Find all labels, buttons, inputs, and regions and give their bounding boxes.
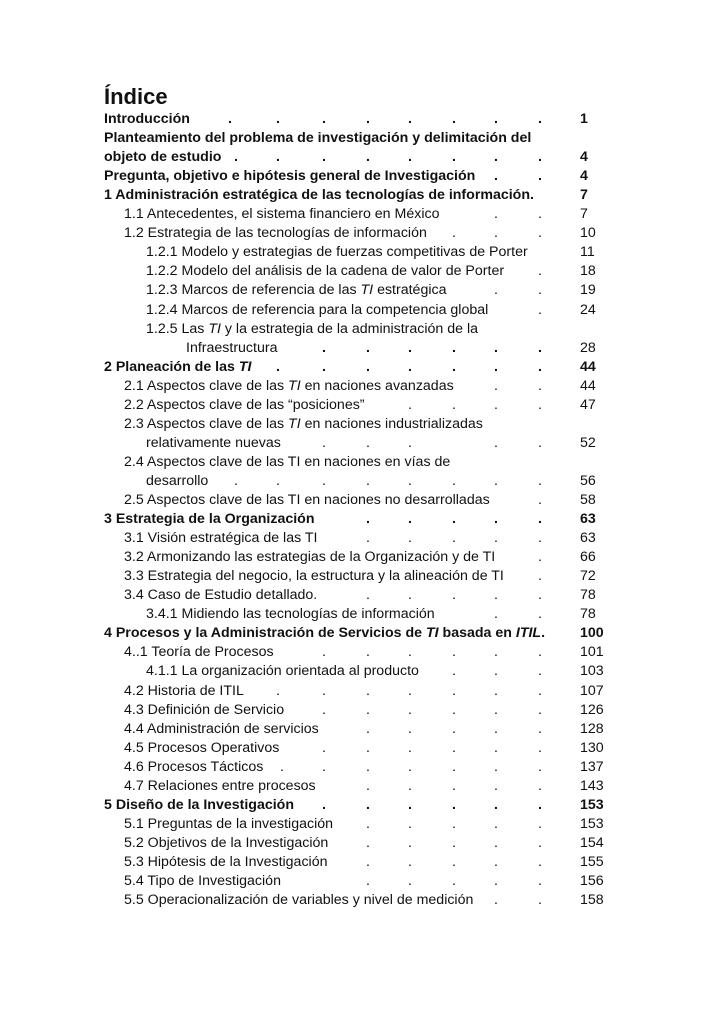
- leader-dot: .: [366, 815, 370, 832]
- leader-dot: .: [322, 758, 326, 775]
- toc-entry-text: 5.2 Objetivos de la Investigación: [124, 834, 329, 851]
- leader-dot: .: [322, 682, 326, 699]
- toc-entry: [124, 586, 317, 604]
- leader-dot: .: [538, 396, 542, 413]
- leader-dot: .: [322, 701, 326, 718]
- toc-entry-text: .: [541, 625, 546, 642]
- toc-entry-text: 2.5 Aspectos clave de las TI en naciones no desarrolladas: [124, 492, 490, 508]
- leader-dot: .: [494, 434, 498, 451]
- toc-page-number: 47: [580, 396, 596, 413]
- toc-entry-text: 3.4 Caso de Estudio detallado.: [124, 587, 318, 604]
- toc-entry-text: 1.2.4 Marcos de referencia para la competencia global: [146, 301, 489, 318]
- leader-dot: .: [408, 682, 412, 699]
- toc-entry-text: 4.5 Procesos Operativos: [124, 739, 280, 756]
- leader-dot: .: [408, 396, 412, 413]
- leader-dot: .: [234, 149, 238, 166]
- toc-entry: [124, 758, 263, 776]
- leader-dot: .: [366, 853, 370, 870]
- toc-entry: [146, 243, 528, 261]
- leader-dot: .: [452, 796, 456, 813]
- leader-dot: .: [494, 149, 498, 166]
- toc-entry-text: Pregunta, objetivo e hipótesis general de Investigación: [104, 168, 476, 185]
- leader-dot: .: [452, 682, 456, 699]
- toc-entry-text: 2.2 Aspectos clave de las “posiciones”: [124, 396, 365, 413]
- toc-entry: [104, 110, 190, 128]
- toc-entry-text: 4.7 Relaciones entre procesos: [124, 777, 316, 794]
- leader-dot: .: [452, 739, 456, 756]
- toc-entry: [104, 510, 315, 528]
- leader-dot: .: [494, 853, 498, 870]
- toc-entry: [146, 301, 488, 319]
- leader-dot: .: [408, 358, 412, 375]
- leader-dot: .: [538, 549, 542, 566]
- leader-dot: .: [494, 873, 498, 889]
- toc-entry-text: 4.3 Definición de Servicio: [124, 701, 285, 718]
- leader-dot: .: [366, 873, 370, 889]
- leader-dot: .: [276, 472, 280, 489]
- leader-dot: .: [452, 644, 456, 661]
- toc-entry-text: 4 Procesos y la Administración de Servicios de: [104, 625, 426, 642]
- leader-dot: .: [494, 644, 498, 661]
- toc-page-number: 156: [580, 873, 604, 889]
- leader-dot: .: [452, 396, 456, 413]
- toc-entry: [124, 739, 279, 757]
- toc-entry: [124, 377, 454, 395]
- leader-dot: .: [322, 434, 326, 451]
- toc-entry: [124, 548, 495, 566]
- toc-entry-text: basada en: [438, 625, 516, 642]
- toc-page-number: 72: [580, 568, 596, 585]
- toc-page-number: 10: [580, 225, 596, 242]
- leader-dot: .: [452, 777, 456, 794]
- leader-dot: .: [538, 853, 542, 870]
- toc-entry-text: Planteamiento del problema de investigación y delimitación del: [104, 130, 532, 147]
- leader-dot: .: [276, 682, 280, 699]
- toc-entry-text: Introducción: [104, 111, 190, 127]
- toc-entry: [186, 339, 277, 357]
- toc-entry-text: estratégica: [373, 282, 447, 299]
- leader-dot: .: [452, 587, 456, 604]
- leader-dot: .: [408, 111, 412, 127]
- leader-dot: .: [452, 339, 456, 356]
- leader-dot: .: [494, 530, 498, 547]
- leader-dot: .: [366, 701, 370, 718]
- toc-page-number: 158: [580, 892, 604, 909]
- toc-entry-text: 5.5 Operacionalización de variables y nivel de medición: [124, 892, 474, 909]
- toc-entry-text: 2 Planeación de las: [104, 358, 239, 375]
- toc-entry: [104, 167, 475, 185]
- leader-dot: .: [452, 149, 456, 166]
- toc-entry: [146, 434, 281, 452]
- leader-dot: .: [276, 358, 280, 375]
- leader-dot: .: [408, 758, 412, 775]
- toc-entry-text: 4.1.1 La organización orientada al producto: [146, 663, 419, 680]
- leader-dot: .: [538, 434, 542, 451]
- leader-dot: .: [452, 853, 456, 870]
- toc-entry: [124, 205, 439, 223]
- toc-entry-text: TI: [425, 625, 439, 642]
- toc-entry-text: TI: [288, 377, 301, 394]
- toc-page-number: 153: [580, 815, 604, 832]
- toc-page-number: 126: [580, 701, 604, 718]
- toc-entry: [124, 815, 333, 833]
- toc-entry: [146, 662, 419, 680]
- leader-dot: .: [494, 587, 498, 604]
- leader-dot: .: [538, 206, 542, 223]
- leader-dot: .: [276, 149, 280, 166]
- leader-dot: .: [322, 472, 326, 489]
- leader-dot: .: [408, 511, 412, 528]
- leader-dot: .: [538, 815, 542, 832]
- toc-page-number: 56: [580, 472, 596, 489]
- leader-dot: .: [538, 587, 542, 604]
- leader-dot: .: [366, 434, 370, 451]
- leader-dot: .: [538, 873, 542, 889]
- toc-page-number: 44: [580, 358, 596, 375]
- leader-dot: .: [408, 815, 412, 832]
- leader-dot: .: [452, 834, 456, 851]
- leader-dot: .: [538, 530, 542, 547]
- toc-entry-text: relativamente nuevas: [146, 434, 281, 451]
- leader-dot: .: [494, 701, 498, 718]
- leader-dot: .: [408, 434, 412, 451]
- leader-dot: .: [366, 777, 370, 794]
- toc-entry-text: 1.2.2 Modelo del análisis de la cadena de valor de Porter: [146, 263, 505, 280]
- page-title: Índice: [104, 84, 168, 109]
- leader-dot: .: [366, 358, 370, 375]
- toc-page-number: 128: [580, 720, 604, 737]
- toc-entry-text: 3 Estrategia de la Organización: [104, 511, 315, 528]
- leader-dot: .: [408, 472, 412, 489]
- leader-dot: .: [494, 815, 498, 832]
- leader-dot: .: [366, 682, 370, 699]
- toc-entry: [124, 834, 328, 852]
- toc-entry-text: TI: [360, 282, 374, 299]
- toc-entry-text: 1.2 Estrategia de las tecnologías de información: [124, 225, 427, 242]
- leader-dot: .: [408, 530, 412, 547]
- toc-page-number: 7: [580, 187, 588, 204]
- leader-dot: .: [538, 111, 542, 127]
- leader-dot: .: [494, 739, 498, 756]
- leader-dot: .: [494, 339, 498, 356]
- leader-dot: .: [366, 587, 370, 604]
- leader-dot: .: [408, 873, 412, 889]
- leader-dot: .: [366, 644, 370, 661]
- toc-entry-text: 1.2.5 Las: [146, 320, 209, 337]
- leader-dot: .: [494, 225, 498, 242]
- leader-dot: .: [494, 282, 498, 299]
- leader-dot: .: [452, 358, 456, 375]
- toc-page-number: 63: [580, 530, 596, 547]
- leader-dot: .: [538, 511, 542, 528]
- leader-dot: .: [322, 339, 326, 356]
- leader-dot: .: [538, 282, 542, 299]
- toc-page-number: 154: [580, 834, 604, 851]
- leader-dot: .: [494, 777, 498, 794]
- leader-dot: .: [538, 644, 542, 661]
- leader-dot: .: [538, 796, 542, 813]
- leader-dot: .: [366, 111, 370, 127]
- toc-entry: [124, 643, 274, 661]
- leader-dot: .: [538, 377, 542, 394]
- toc-entry: [124, 682, 244, 700]
- leader-dot: .: [494, 168, 498, 185]
- leader-dot: .: [494, 511, 498, 528]
- leader-dot: .: [494, 720, 498, 737]
- toc-entry-text: 3.4.1 Midiendo las tecnologías de información: [146, 606, 435, 623]
- leader-dot: .: [494, 111, 498, 127]
- toc-entry-text: 2.3 Aspectos clave de las: [124, 415, 289, 432]
- leader-dot: .: [494, 682, 498, 699]
- leader-dot: .: [322, 149, 326, 166]
- leader-dot: .: [494, 396, 498, 413]
- toc-entry: [104, 129, 531, 147]
- leader-dot: .: [452, 225, 456, 242]
- leader-dot: .: [366, 511, 370, 528]
- toc-entry-text: objeto de estudio: [104, 149, 222, 166]
- toc-entry: [124, 491, 490, 509]
- leader-dot: .: [408, 644, 412, 661]
- toc-page-number: 11: [580, 244, 595, 261]
- toc-page-number: 4: [580, 168, 588, 185]
- leader-dot: .: [408, 796, 412, 813]
- toc-entry-text: 5.1 Preguntas de la investigación: [124, 815, 334, 832]
- toc-entry-text: ITIL: [515, 625, 542, 642]
- leader-dot: .: [366, 720, 370, 737]
- toc-page-number: 143: [580, 777, 604, 794]
- leader-dot: .: [276, 111, 280, 127]
- leader-dot: .: [366, 530, 370, 547]
- toc-entry-text: 1.2.1 Modelo y estrategias de fuerzas competitivas de Porter: [146, 244, 528, 261]
- toc-entry-text: TI: [288, 415, 301, 432]
- leader-dot: .: [408, 587, 412, 604]
- toc-page-number: 78: [580, 606, 596, 623]
- leader-dot: .: [538, 663, 542, 680]
- toc-page-number: 44: [580, 377, 596, 394]
- toc-entry-text: y la estrategia de la administración de la: [220, 320, 479, 337]
- leader-dot: .: [494, 606, 498, 623]
- leader-dot: .: [538, 739, 542, 756]
- leader-dot: .: [452, 758, 456, 775]
- leader-dot: .: [494, 206, 498, 223]
- toc-entry-text: TI: [208, 320, 221, 337]
- leader-dot: .: [494, 663, 498, 680]
- leader-dot: .: [280, 758, 284, 775]
- toc-entry-text: 5.3 Hipótesis de la Investigación: [124, 853, 328, 870]
- toc-page-number: 130: [580, 739, 604, 756]
- toc-entry-text: desarrollo: [146, 472, 209, 489]
- leader-dot: .: [538, 892, 542, 909]
- toc-entry: [146, 281, 446, 299]
- leader-dot: .: [538, 834, 542, 851]
- toc-entry: [124, 720, 319, 738]
- leader-dot: .: [408, 777, 412, 794]
- leader-dot: .: [366, 149, 370, 166]
- toc-entry-text: 4..1 Teoría de Procesos: [124, 644, 274, 661]
- toc-entry-text: en naciones avanzadas: [300, 377, 454, 394]
- leader-dot: .: [408, 339, 412, 356]
- leader-dot: .: [452, 873, 456, 889]
- toc-entry: [124, 415, 483, 433]
- leader-dot: .: [322, 796, 326, 813]
- toc-entry-text: 3.3 Estrategia del negocio, la estructura y la alineación de TI: [124, 568, 504, 585]
- toc-page-number: 155: [580, 853, 604, 870]
- leader-dot: .: [452, 472, 456, 489]
- leader-dot: .: [538, 301, 542, 318]
- toc-entry-text: 1.1 Antecedentes, el sistema financiero en México: [124, 206, 440, 223]
- toc-entry-text: 2.4 Aspectos clave de las TI en naciones en vías de: [124, 453, 451, 470]
- toc-entry-text: Infraestructura: [186, 339, 278, 356]
- toc-entry: [104, 796, 294, 814]
- toc-entry-text: 3.2 Armonizando las estrategias de la Organización y de TI: [124, 549, 496, 566]
- leader-dot: .: [538, 606, 542, 623]
- leader-dot: .: [538, 149, 542, 166]
- toc-page-number: 153: [580, 796, 604, 813]
- toc-entry: [124, 872, 281, 890]
- leader-dot: .: [538, 701, 542, 718]
- toc-entry-text: 1 Administración estratégica de las tecnologías de información.: [104, 187, 534, 204]
- toc-entry-text: 4.4 Administración de servicios: [124, 720, 319, 737]
- leader-dot: .: [452, 701, 456, 718]
- toc-page-number: 1: [580, 111, 588, 127]
- leader-dot: .: [452, 720, 456, 737]
- leader-dot: .: [366, 339, 370, 356]
- leader-dot: .: [322, 111, 326, 127]
- toc-page-number: 7: [580, 206, 588, 223]
- leader-dot: .: [234, 472, 238, 489]
- leader-dot: .: [538, 492, 542, 508]
- toc-page-number: 66: [580, 549, 596, 566]
- toc-entry: [124, 777, 316, 795]
- toc-entry-text: 3.1 Visión estratégica de las TI: [124, 530, 318, 547]
- toc-entry-text: 4.2 Historia de ITIL: [124, 682, 244, 699]
- toc-entry-text: 5 Diseño de la Investigación: [104, 796, 295, 813]
- leader-dot: .: [538, 168, 542, 185]
- leader-dot: .: [322, 358, 326, 375]
- toc-entry: [124, 529, 317, 547]
- toc-entry: [124, 701, 284, 719]
- leader-dot: .: [408, 720, 412, 737]
- leader-dot: .: [494, 834, 498, 851]
- toc-entry: [104, 624, 545, 642]
- toc-entry: [146, 472, 208, 490]
- leader-dot: .: [228, 111, 232, 127]
- leader-dot: .: [452, 111, 456, 127]
- leader-dot: .: [494, 796, 498, 813]
- toc-entry: [124, 853, 327, 871]
- leader-dot: .: [408, 853, 412, 870]
- toc-page-number: 100: [580, 625, 604, 642]
- leader-dot: .: [452, 530, 456, 547]
- leader-dot: .: [538, 568, 542, 585]
- leader-dot: .: [538, 777, 542, 794]
- leader-dot: .: [494, 358, 498, 375]
- toc-page-number: 18: [580, 263, 596, 280]
- leader-dot: .: [366, 796, 370, 813]
- leader-dot: .: [538, 720, 542, 737]
- leader-dot: .: [408, 739, 412, 756]
- leader-dot: .: [366, 834, 370, 851]
- leader-dot: .: [408, 149, 412, 166]
- leader-dot: .: [538, 225, 542, 242]
- toc-entry: [124, 453, 450, 471]
- toc-entry: [104, 148, 221, 166]
- toc-entry: [104, 358, 251, 376]
- toc-entry: [104, 186, 534, 204]
- leader-dot: .: [408, 701, 412, 718]
- leader-dot: .: [452, 815, 456, 832]
- leader-dot: .: [538, 682, 542, 699]
- toc-entry-text: 2.1 Aspectos clave de las: [124, 377, 289, 394]
- toc-entry: [146, 605, 435, 623]
- toc-page-number: 63: [580, 511, 596, 528]
- leader-dot: .: [538, 358, 542, 375]
- toc-entry-text: en naciones industrializadas: [300, 415, 483, 432]
- leader-dot: .: [538, 339, 542, 356]
- toc-entry: [124, 396, 365, 414]
- toc-page-number: 58: [580, 492, 596, 508]
- leader-dot: .: [452, 511, 456, 528]
- leader-dot: .: [494, 377, 498, 394]
- leader-dot: .: [538, 472, 542, 489]
- leader-dot: .: [322, 739, 326, 756]
- leader-dot: .: [366, 758, 370, 775]
- leader-dot: .: [452, 663, 456, 680]
- toc-entry-text: 5.4 Tipo de Investigación: [124, 873, 281, 889]
- leader-dot: .: [366, 739, 370, 756]
- leader-dot: .: [538, 263, 542, 280]
- toc-entry-text: 4.6 Procesos Tácticos: [124, 758, 264, 775]
- toc-page-number: 101: [580, 644, 604, 661]
- toc-entry: [124, 567, 504, 585]
- toc-page-number: 78: [580, 587, 596, 604]
- toc-entry: [124, 224, 427, 242]
- toc-entry: [146, 262, 504, 280]
- leader-dot: .: [538, 758, 542, 775]
- toc-page-number: 28: [580, 339, 596, 356]
- toc-page-number: 24: [580, 301, 596, 318]
- leader-dot: .: [494, 892, 498, 909]
- leader-dot: .: [494, 758, 498, 775]
- toc-entry-text: TI: [238, 358, 252, 375]
- toc-entry: [146, 320, 478, 338]
- toc-page-number: 4: [580, 149, 588, 166]
- toc-entry-text: 1.2.3 Marcos de referencia de las: [146, 282, 361, 299]
- toc-page-number: 19: [580, 282, 596, 299]
- toc-page-number: 107: [580, 682, 604, 699]
- toc-page-number: 103: [580, 663, 604, 680]
- leader-dot: .: [408, 834, 412, 851]
- leader-dot: .: [366, 472, 370, 489]
- toc-page-number: 52: [580, 434, 596, 451]
- leader-dot: .: [494, 472, 498, 489]
- toc-page-number: 137: [580, 758, 604, 775]
- leader-dot: .: [322, 644, 326, 661]
- toc-entry: [124, 891, 473, 909]
